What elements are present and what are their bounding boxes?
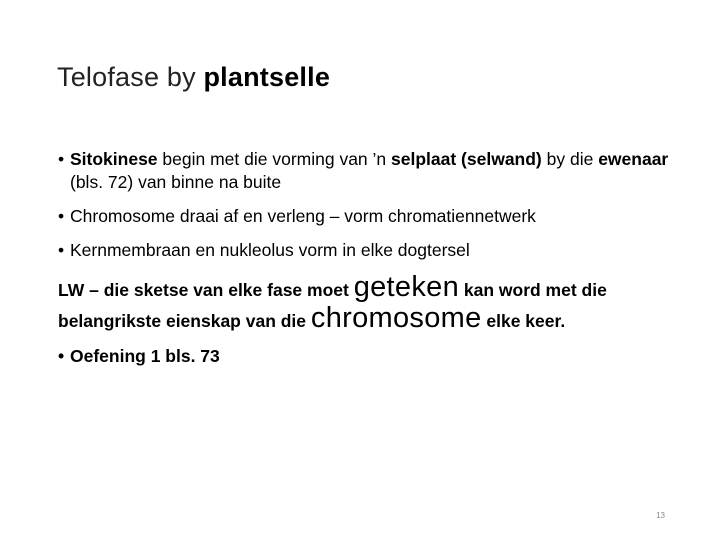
bullet-oefening [58, 345, 698, 368]
bullet-text: Sitokinese [70, 149, 158, 169]
slide-title [57, 62, 330, 93]
title-prefix: Telofase by [57, 62, 204, 92]
lw-paragraph [58, 273, 698, 335]
lw-text: kan word met die belangrikste eienskap van die [58, 280, 607, 331]
lw-big-word: geteken [353, 271, 460, 303]
bullet-text: ewenaar [598, 149, 669, 169]
lw-text: elke keer. [481, 311, 566, 331]
bullet-text: by die [541, 149, 599, 169]
lw-text: LW – die sketse van elke fase moet [58, 280, 354, 300]
lw-big-word: chromosome [310, 302, 482, 334]
bullet-dot: • [58, 206, 65, 226]
bullet-text: Kernmembraan en nukleolus vorm in elke dogtersel [70, 240, 470, 260]
bullet-chromosome [58, 205, 698, 228]
bullet-kernmembraan [58, 239, 698, 262]
bullet-text: Oefening 1 bls. 73 [70, 346, 220, 366]
bullet-text: selplaat (selwand) [391, 149, 542, 169]
slide-body [58, 148, 698, 379]
bullet-sitokinese [58, 148, 698, 194]
bullet-content [70, 149, 668, 192]
title-emphasis: plantselle [203, 62, 331, 92]
bullet-text: begin met die vorming van ’n [157, 149, 392, 169]
bullet-dot: • [58, 149, 65, 169]
bullet-dot: • [58, 240, 65, 260]
page-number: 13 [656, 511, 665, 520]
bullet-text: Chromosome draai af en verleng – vorm chromatiennetwerk [70, 206, 536, 226]
bullet-text: (bls. 72) van binne na buite [70, 172, 282, 192]
bullet-dot: • [58, 346, 65, 366]
